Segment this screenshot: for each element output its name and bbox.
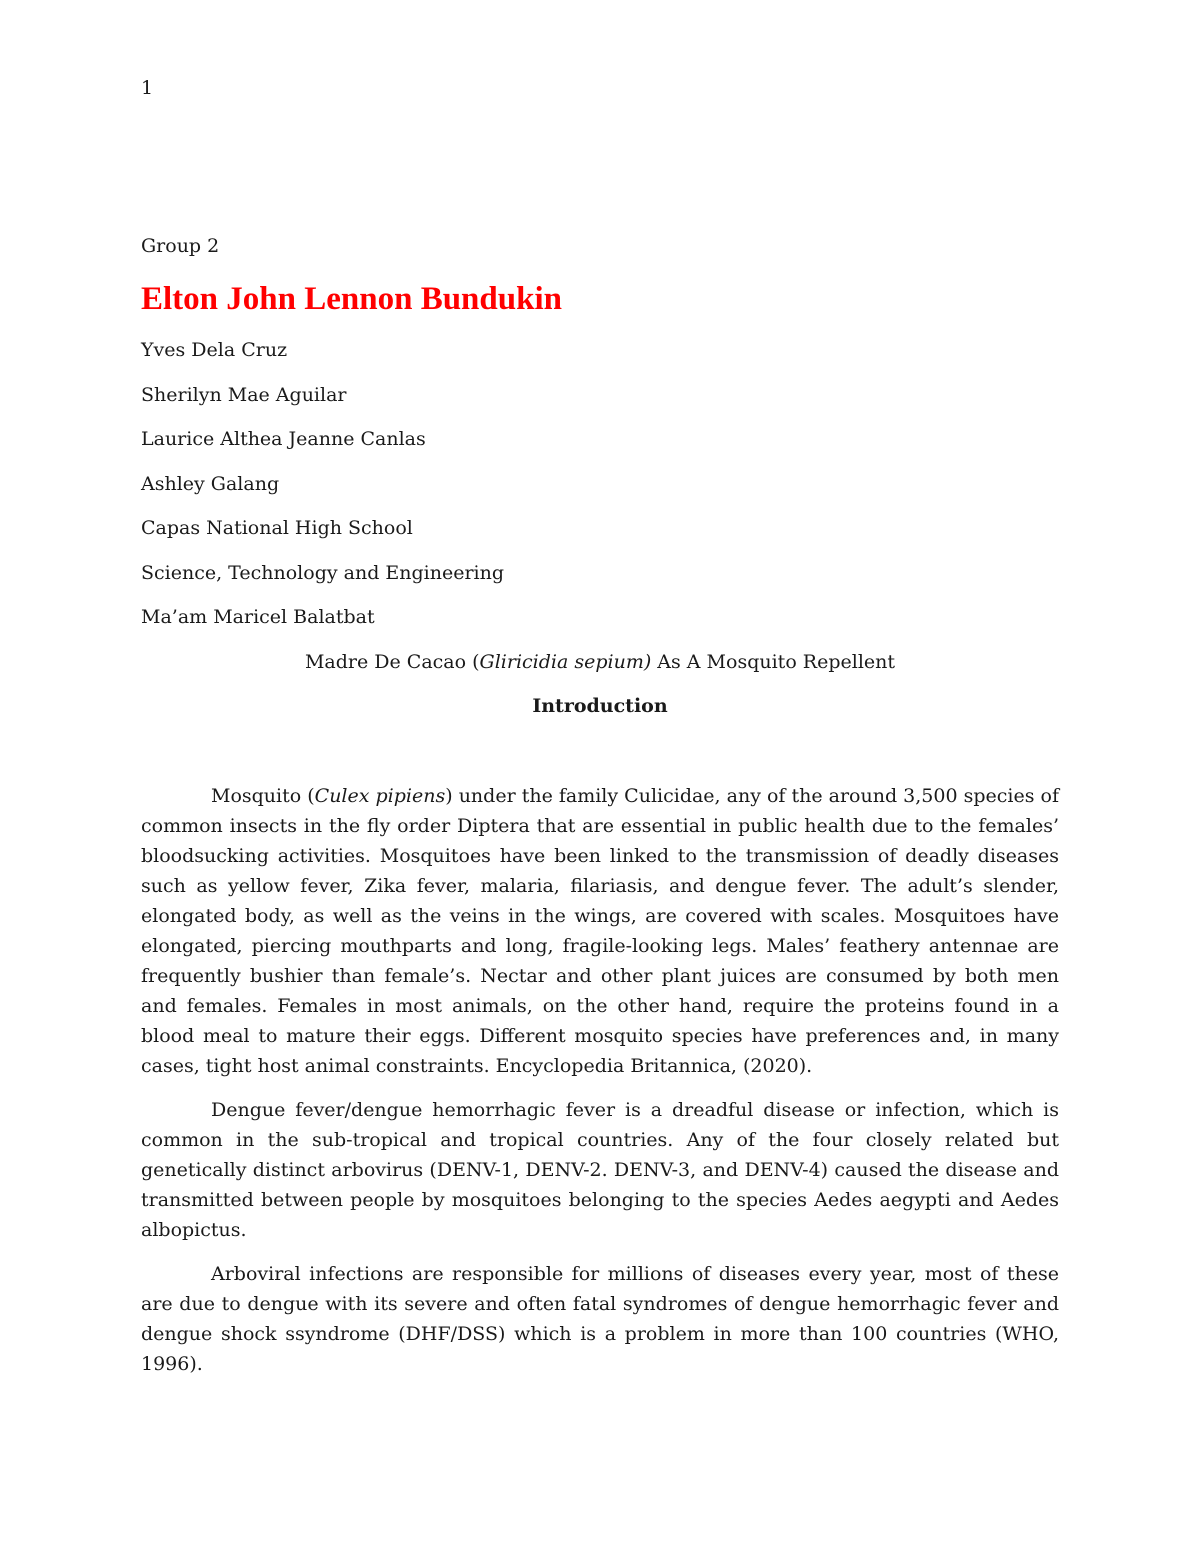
member-name: Ashley Galang [141,472,280,495]
page-number: 1 [141,77,154,99]
member-name: Yves Dela Cruz [141,339,288,361]
title-scientific-name: Gliricidia sepium) [479,650,652,673]
paragraph-arboviral: Arboviral infections are responsible for millions of diseases every year, most of these are due to dengue with its severe and often fatal syndromes of dengue hemorrhagic fever and dengue shock ssyndrome (DHF/DSS) which is a problem in more than 100 countries (WHO, 1996). [141,1262,1059,1375]
paragraph-rest: ) under the family Culicidae, any of the around 3,500 species of common insects in the fly order Diptera that are essential in public health due to the females’ bloodsucking activities. Mosquitoes have been linked to the transmission of deadly diseases such as yellow fever, Zika fever, malaria, filariasis, and dengue fever. The adult’s slender, elongated body, as well as the veins in the wings, are covered with scales. Mosquitoes have elongated, piercing mouthparts and long, fragile-looking legs. Males’ feathery antennae are frequently bushier than female’s. Nectar and other plant juices are consumed by both men and females. Females in most animals, on the other hand, require the proteins found in a blood meal to mature their eggs. Different mosquito species have preferences and, in many cases, tight host animal constraints. Encyclopedia Britannica, (2020). [141,784,1060,1077]
school-name: Capas National High School [141,517,413,539]
group-leader-name: Elton John Lennon Bundukin [141,281,562,317]
program-name: Science, Technology and Engineering [141,561,505,584]
paragraph-dengue: Dengue fever/dengue hemorrhagic fever is a dreadful disease or infection, which is common in the sub-tropical and tropical countries. Any of the four closely related but genetically distinct arbovirus (DENV-1, DENV-2. DENV-3, and DENV-4) caused the disease and transmitted between people by mosquitoes belonging to the species Aedes aegypti and Aedes albopictus. [141,1098,1059,1241]
title-text-end: As A Mosquito Repellent [651,650,896,673]
member-name: Sherilyn Mae Aguilar [141,383,347,406]
section-heading-introduction: Introduction [532,694,668,717]
group-label: Group 2 [141,235,220,257]
title-text-start: Madre De Cacao ( [304,650,480,673]
scientific-name: Culex pipiens [314,784,446,807]
paragraph-mosquito [141,781,1059,1081]
document-title [141,649,1059,675]
document-body [141,233,1059,1393]
paragraph-start: Mosquito ( [211,784,315,807]
teacher-name: Ma’am Maricel Balatbat [141,606,375,628]
member-name: Laurice Althea Jeanne Canlas [141,428,426,450]
